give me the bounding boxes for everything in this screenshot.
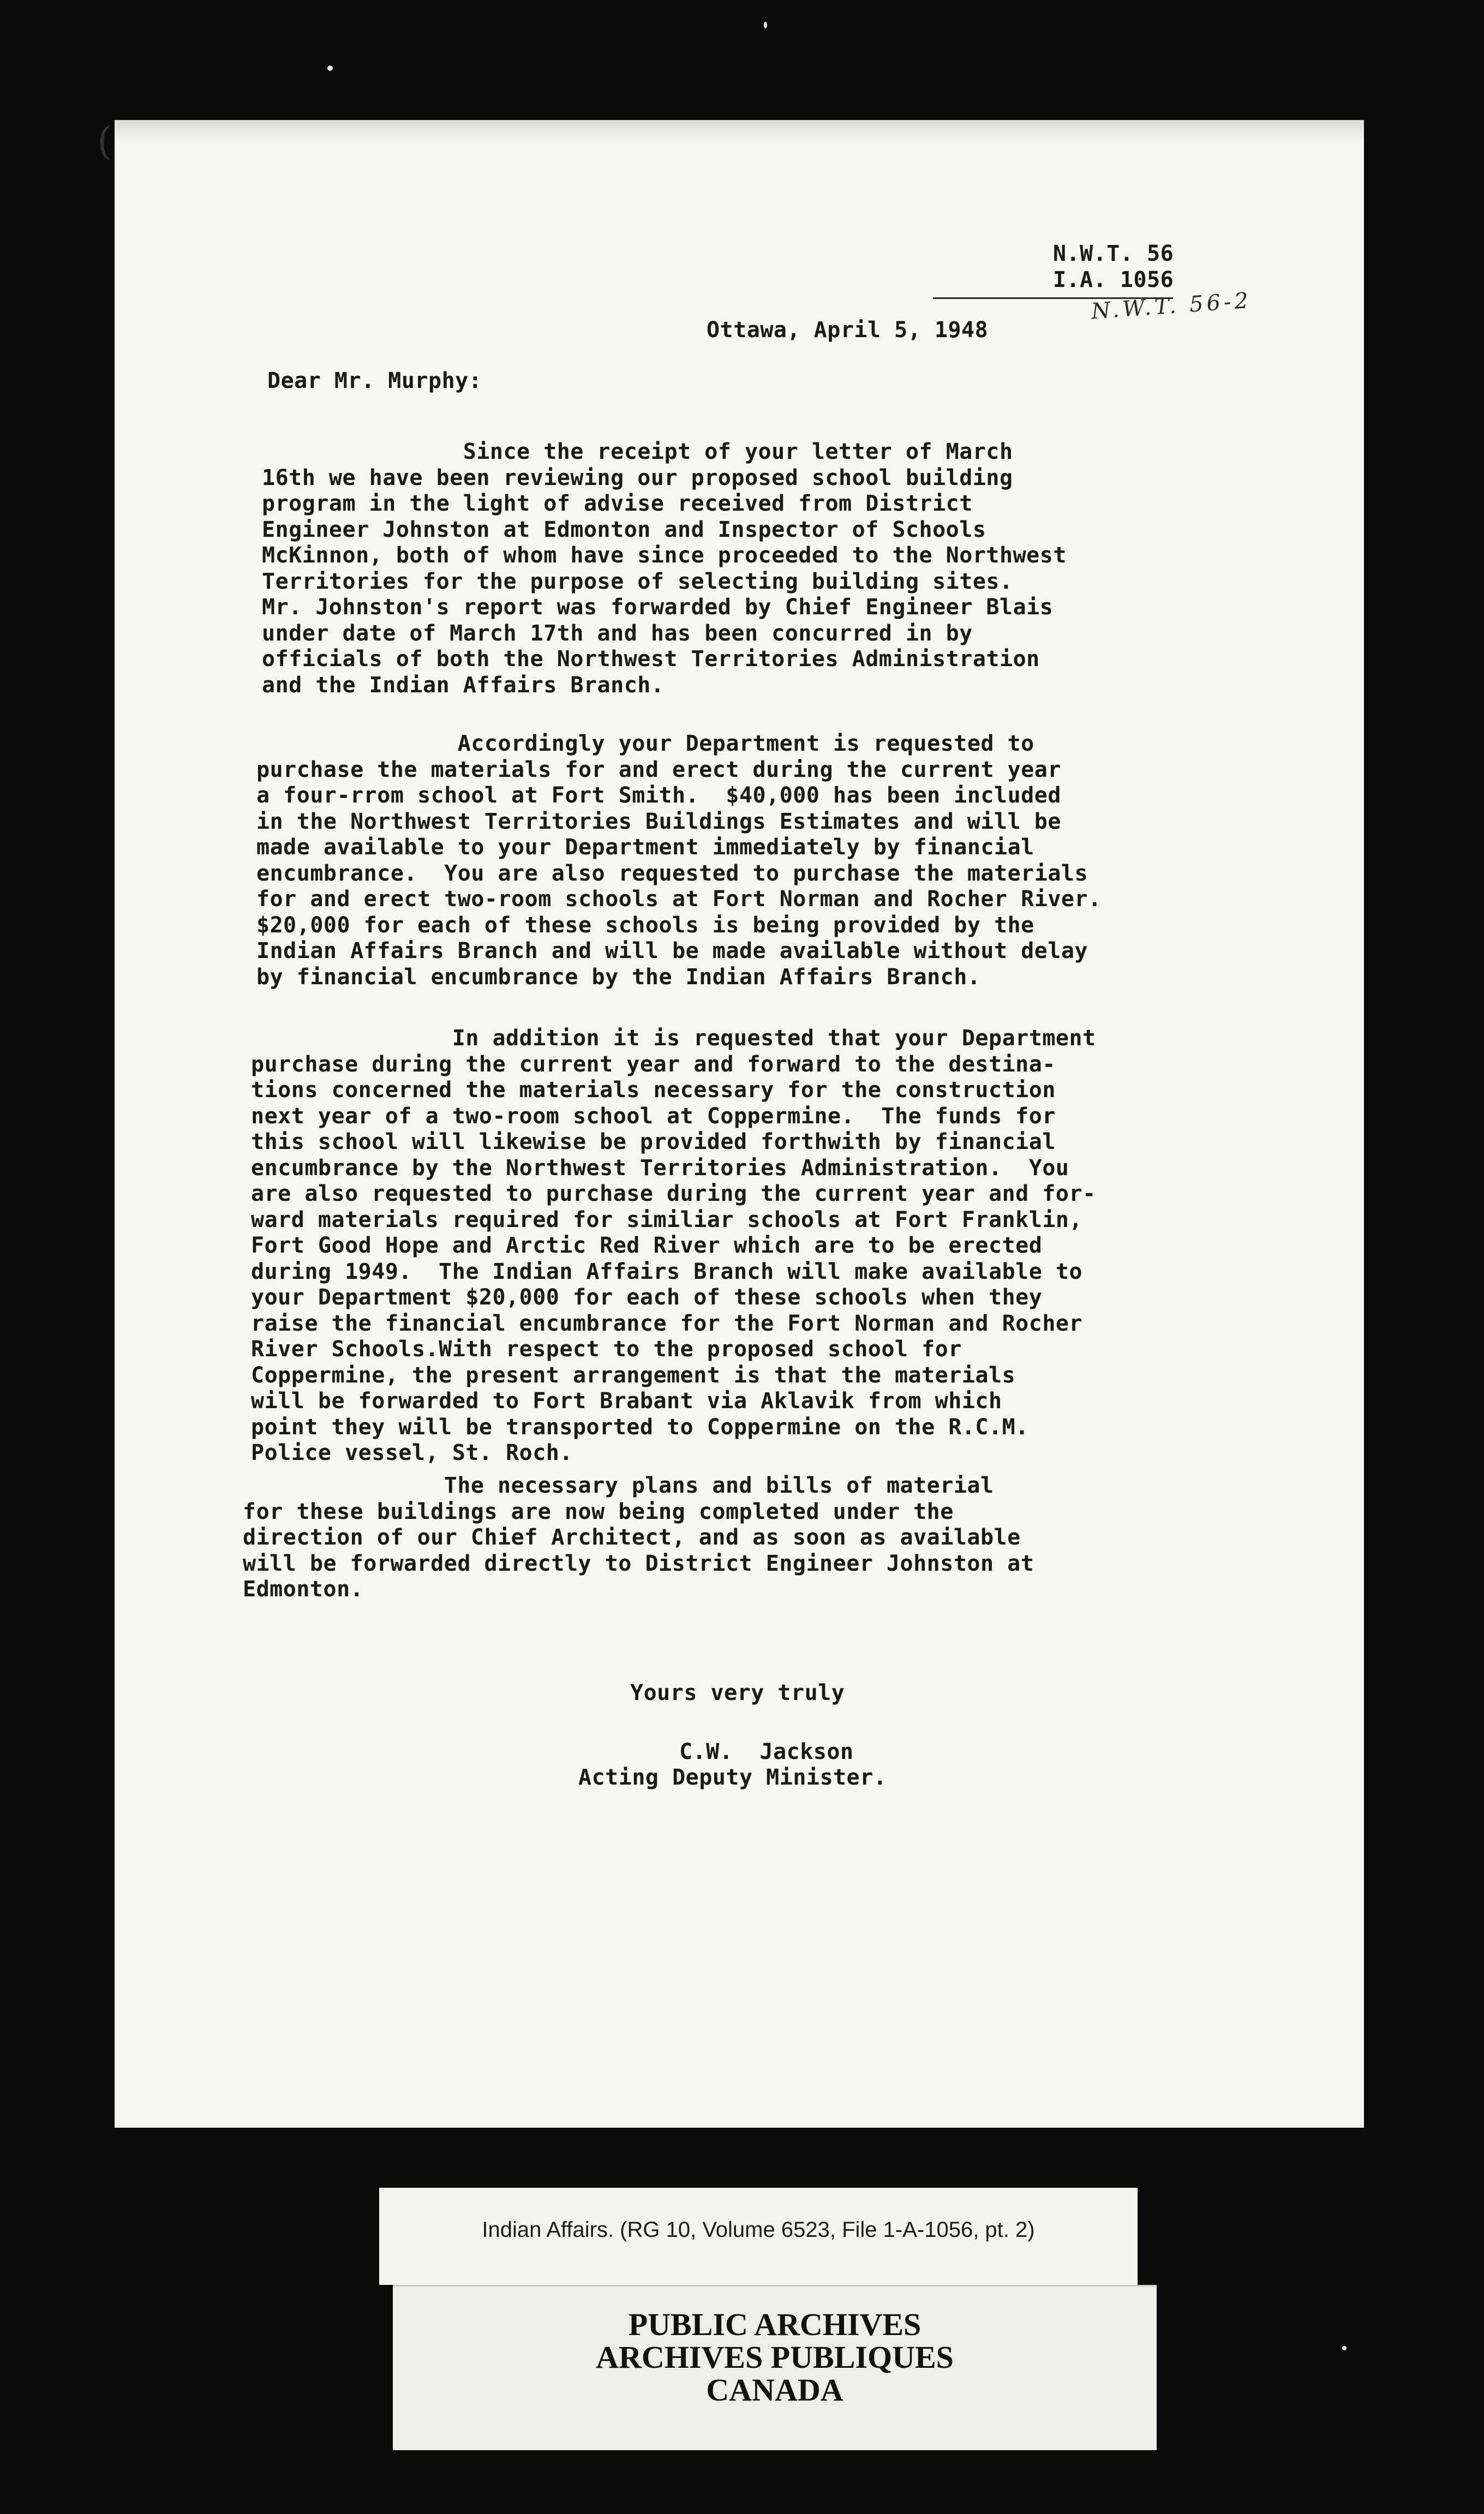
paragraph-line: for and erect two-room schools at Fort Norman and Rocher River. xyxy=(256,887,1102,912)
handwritten-file-ref: N.W.T. 56-2 xyxy=(1090,288,1253,325)
film-speck xyxy=(1342,2346,1347,2350)
paragraph-line: purchase during the current year and forward to the destina- xyxy=(251,1051,1056,1077)
paragraph-line: The necessary plans and bills of material xyxy=(243,1473,994,1498)
paragraph-line: Since the receipt of your letter of March xyxy=(262,439,1013,464)
paragraph-line: ward materials required for similiar schools at Fort Franklin, xyxy=(251,1207,1083,1232)
paragraph-line: McKinnon, both of whom have since proceeded to the Northwest xyxy=(262,543,1067,568)
paragraph-line: Fort Good Hope and Arctic Red River which are to be erected xyxy=(251,1233,1043,1258)
salutation: Dear Mr. Murphy: xyxy=(267,368,482,393)
paragraph-line: this school will likewise be provided forthwith by financial xyxy=(251,1129,1056,1154)
paragraph-line: are also requested to purchase during the current year and for- xyxy=(251,1181,1096,1206)
paragraph-line: Mr. Johnston's report was forwarded by Chief Engineer Blais xyxy=(262,595,1054,620)
paragraph-line: Edmonton. xyxy=(243,1577,364,1602)
archives-line-country: CANADA xyxy=(706,2372,843,2408)
paragraph-line: Accordingly your Department is requested to xyxy=(256,731,1034,756)
paragraph-line: direction of our Chief Architect, and as soon as available xyxy=(243,1525,1021,1550)
paragraph-line: purchase the materials for and erect during the current year xyxy=(256,757,1061,782)
paragraph-line: during 1949. The Indian Affairs Branch will make available to xyxy=(251,1259,1083,1284)
paragraph-line: for these buildings are now being completed under the xyxy=(243,1499,954,1524)
film-speck xyxy=(764,22,767,28)
archives-stamp xyxy=(393,2308,1157,2407)
paragraph-line: a four-rrom school at Fort Smith. $40,000 has been included xyxy=(256,783,1061,808)
valediction: Yours very truly xyxy=(630,1680,845,1705)
paragraph-3 xyxy=(251,1026,1342,1466)
letter-date: Ottawa, April 5, 1948 xyxy=(707,318,989,343)
paragraph-line: In addition it is requested that your Department xyxy=(251,1026,1096,1051)
page-top-edge xyxy=(115,120,1364,142)
paragraph-line: officials of both the Northwest Territories Administration xyxy=(262,647,1040,672)
paragraph-line: your Department $20,000 for each of these schools when they xyxy=(251,1285,1043,1310)
paragraph-line: will be forwarded directly to District Engineer Johnston at xyxy=(243,1551,1034,1576)
paragraph-1 xyxy=(262,439,1353,698)
paragraph-2 xyxy=(256,731,1348,990)
paragraph-line: Engineer Johnston at Edmonton and Inspector of Schools xyxy=(262,517,986,542)
archive-caption-card xyxy=(379,2188,1138,2285)
paragraph-line: Coppermine, the present arrangement is that the materials xyxy=(251,1362,1016,1388)
film-speck xyxy=(327,65,333,71)
archive-source-citation: Indian Affairs. (RG 10, Volume 6523, File 1-A-1056, pt. 2) xyxy=(482,2218,1035,2242)
paragraph-line: River Schools.With respect to the proposed school for xyxy=(251,1337,962,1362)
paragraph-line: raise the financial encumbrance for the Fort Norman and Rocher xyxy=(251,1310,1083,1336)
file-ref-ia: I.A. 1056 xyxy=(1053,267,1174,292)
paragraph-4 xyxy=(243,1473,1334,1603)
paragraph-line: Indian Affairs Branch and will be made available without delay xyxy=(256,938,1088,963)
archives-line-english: PUBLIC ARCHIVES xyxy=(628,2307,921,2342)
signer-name: C.W. Jackson xyxy=(679,1739,854,1764)
paragraph-line: $20,000 for each of these schools is being provided by the xyxy=(256,912,1034,938)
paragraph-line: under date of March 17th and has been concurred in by xyxy=(262,620,973,646)
corner-mark-icon: ( xyxy=(97,119,112,164)
paragraph-line: tions concerned the materials necessary for the construction xyxy=(251,1078,1056,1103)
paragraph-line: will be forwarded to Fort Brabant via Aklavik from which xyxy=(251,1388,1002,1414)
paragraph-line: in the Northwest Territories Buildings Estimates and will be xyxy=(256,809,1061,834)
letter-closing xyxy=(578,1680,1069,1791)
paragraph-line: point they will be transported to Coppermine on the R.C.M. xyxy=(251,1414,1029,1440)
letter-page xyxy=(115,120,1364,2128)
archives-stamp-card xyxy=(393,2285,1157,2450)
paragraph-line: next year of a two-room school at Coppermine. The funds for xyxy=(251,1103,1056,1129)
paragraph-line: Territories for the purpose of selecting building sites. xyxy=(262,568,1013,594)
file-reference-block xyxy=(938,241,1174,293)
archives-line-french: ARCHIVES PUBLIQUES xyxy=(596,2339,954,2375)
paragraph-line: encumbrance. You are also requested to purchase the materials xyxy=(256,860,1088,886)
paragraph-line: encumbrance by the Northwest Territories Administration. You xyxy=(251,1155,1069,1181)
file-ref-nwt: N.W.T. 56 xyxy=(1053,241,1174,266)
paragraph-line: 16th we have been reviewing our proposed school building xyxy=(262,465,1013,490)
paragraph-line: program in the light of advise received from District xyxy=(262,491,973,516)
signer-title: Acting Deputy Minister. xyxy=(578,1765,887,1790)
paragraph-line: made available to your Department immediately by financial xyxy=(256,835,1034,860)
paragraph-line: Police vessel, St. Roch. xyxy=(251,1440,573,1465)
paragraph-line: by financial encumbrance by the Indian Affairs Branch. xyxy=(256,964,981,990)
paragraph-line: and the Indian Affairs Branch. xyxy=(262,672,665,698)
